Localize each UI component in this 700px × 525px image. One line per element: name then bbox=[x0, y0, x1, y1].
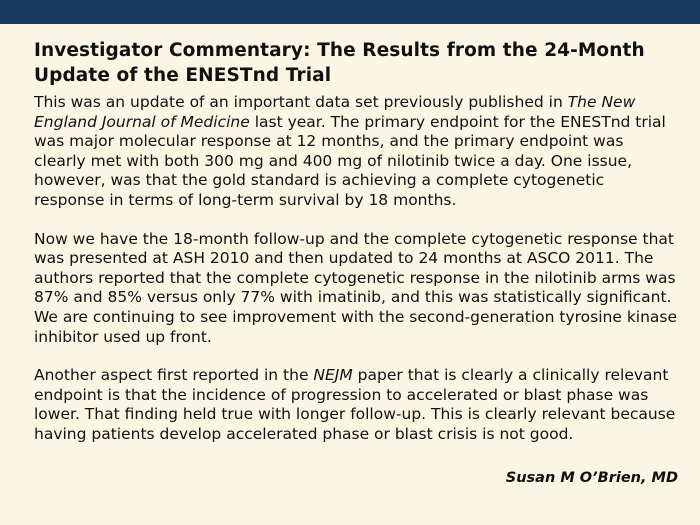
paragraph-3 bbox=[34, 366, 679, 444]
slide-title: Investigator Commentary: The Results from the 24-Month Update of the ENESTnd Trial bbox=[34, 40, 645, 86]
paragraph-1 bbox=[34, 93, 679, 211]
paragraph-3-text-b: paper that is clearly a clinically relevant endpoint is that the incidence of progression to accelerated or blast phase was lower. That finding held true with longer follow-up. This is clearly relevant because having patients develop accelerated phase or blast crisis is not good. bbox=[34, 366, 676, 443]
paragraph-1-text-b: last year. The primary endpoint for the ENESTnd trial was major molecular response at 12 months, and the primary endpoint was clearly met with both 300 mg and 400 mg of nilotinib twice a day. One issue, however, was that the gold standard is achieving a complete cytogenetic response in terms of long-term survival by 18 months. bbox=[34, 112, 666, 209]
header-bar bbox=[0, 0, 700, 24]
journal-abbrev: NEJM bbox=[313, 366, 353, 385]
paragraph-1-text-a: This was an update of an important data set previously published in bbox=[34, 93, 568, 111]
slide-content bbox=[34, 38, 679, 445]
paragraph-2: Now we have the 18-month follow-up and the complete cytogenetic response that was presented at ASH 2010 and then updated to 24 months at ASCO 2011. The authors reported that the complete cytogenetic response in the nilotinib arms was 87% and 85% versus only 77% with imatinib, and this was statistically significant. We are continuing to see improvement with the second-generation tyrosine kinase inhibitor used up front. bbox=[34, 229, 678, 346]
paragraph-3-text-a: Another aspect first reported in the bbox=[34, 366, 314, 385]
author-signature: Susan M O’Brien, MD bbox=[505, 470, 678, 486]
journal-title: The New England Journal of Medicine bbox=[34, 93, 636, 131]
commentary-body bbox=[34, 93, 679, 445]
